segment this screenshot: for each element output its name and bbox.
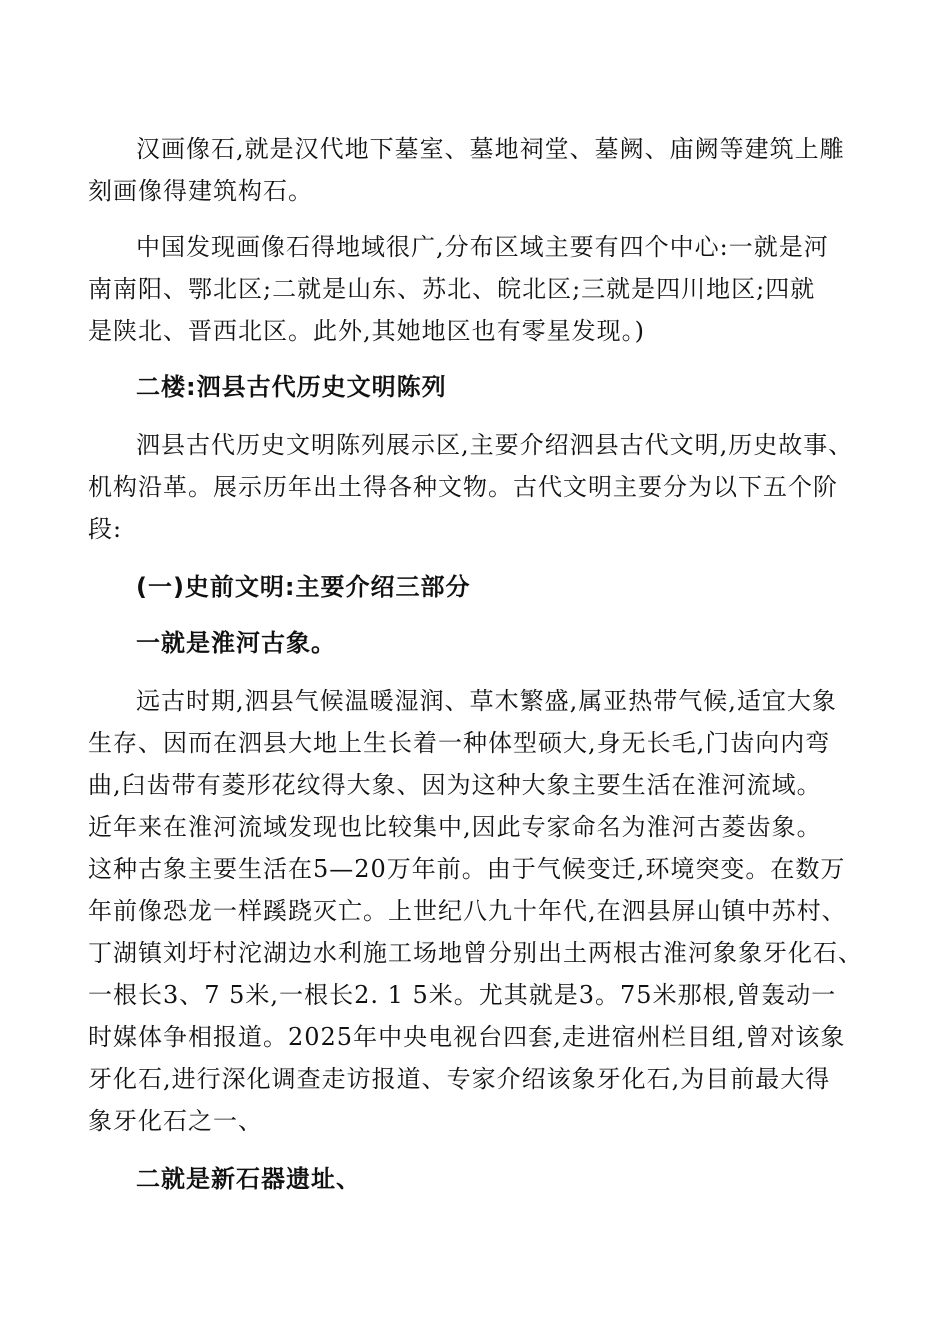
text-line: 曲,臼齿带有菱形花纹得大象、因为这种大象主要生活在淮河流域。: [88, 771, 822, 799]
text-line: 象牙化石之一、: [88, 1107, 263, 1135]
text-line: 南南阳、鄂北区;二就是山东、苏北、皖北区;三就是四川地区;四就: [88, 275, 816, 303]
paragraph-distribution: [88, 226, 868, 352]
text-line: 汉画像石,就是汉代地下墓室、墓地祠堂、墓阙、庙阙等建筑上雕: [136, 135, 845, 163]
text-line: 一根长3、7 5米,一根长2. 1 5米。尤其就是3。75米那根,曾轰动一: [88, 981, 837, 1009]
text-line: 刻画像得建筑构石。: [88, 177, 313, 205]
subheading-huai-river-elephant: 一就是淮河古象。: [136, 629, 336, 657]
text-line: 远古时期,泗县气候温暖湿润、草木繁盛,属亚热带气候,适宜大象: [136, 687, 837, 715]
text-line: 段:: [88, 515, 123, 543]
text-line: 近年来在淮河流域发现也比较集中,因此专家命名为淮河古菱齿象。: [88, 813, 822, 841]
text-line: 中国发现画像石得地域很广,分布区域主要有四个中心:一就是河: [136, 233, 829, 261]
paragraph-elephant-fossil: [88, 680, 868, 1142]
text-line: 机构沿革。展示历年出土得各种文物。古代文明主要分为以下五个阶: [88, 473, 838, 501]
text-line: 是陕北、晋西北区。此外,其她地区也有零星发现。): [88, 317, 645, 345]
paragraph-han-stone: [88, 128, 868, 212]
text-line: 泗县古代历史文明陈列展示区,主要介绍泗县古代文明,历史故事、: [136, 431, 854, 459]
section-heading-second-floor: 二楼:泗县古代历史文明陈列: [136, 373, 447, 401]
subheading-neolithic-site: 二就是新石器遗址、: [136, 1165, 361, 1193]
text-line: 年前像恐龙一样蹊跷灭亡。上世纪八九十年代,在泗县屏山镇中苏村、: [88, 897, 847, 925]
paragraph-exhibition-intro: [88, 424, 868, 550]
section-heading-prehistoric: (一)史前文明:主要介绍三部分: [136, 573, 471, 601]
text-line: 丁湖镇刘圩村沱湖边水利施工场地曾分别出土两根古淮河象象牙化石、: [88, 939, 863, 967]
text-line: 这种古象主要生活在5—20万年前。由于气候变迁,环境突变。在数万: [88, 855, 846, 883]
text-line: 生存、因而在泗县大地上生长着一种体型硕大,身无长毛,门齿向内弯: [88, 729, 831, 757]
text-line: 时媒体争相报道。2025年中央电视台四套,走进宿州栏目组,曾对该象: [88, 1023, 846, 1051]
text-line: 牙化石,进行深化调查走访报道、专家介绍该象牙化石,为目前最大得: [88, 1065, 831, 1093]
